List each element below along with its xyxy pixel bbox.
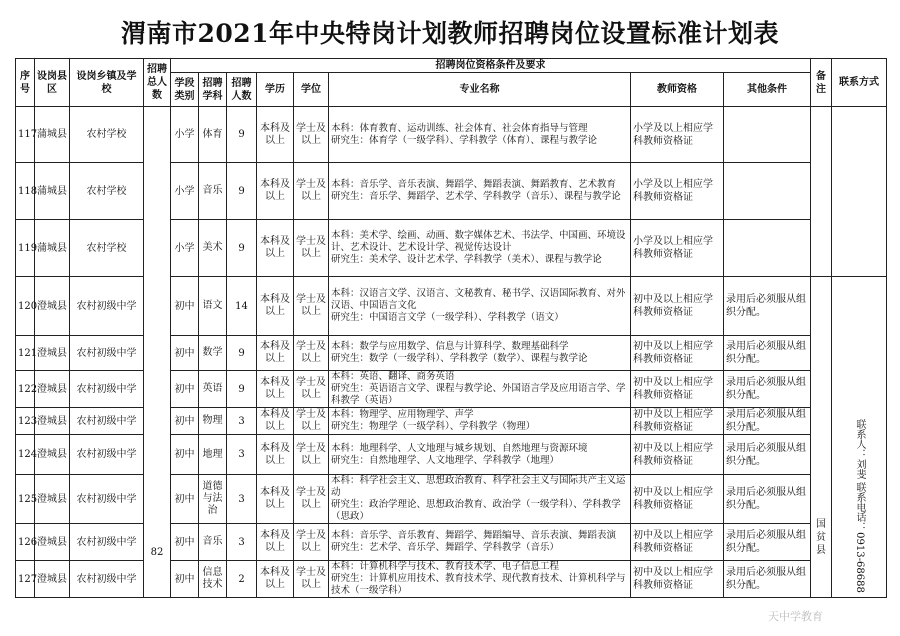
header-education: 学历 <box>257 73 294 107</box>
cell-major: 本科：体育教育、运动训练、社会体育、社会体育指导与管理 研究生：体育学（一级学科）、学科教学（体育）、课程与教学论 <box>329 107 631 163</box>
header-major: 专业名称 <box>329 73 631 107</box>
cell-county: 澄城县 <box>35 524 70 561</box>
cell-school: 农村学校 <box>70 163 144 220</box>
cell-school: 农村初级中学 <box>70 435 144 475</box>
cell-stage: 初中 <box>171 561 199 598</box>
cell-contact: 联系人：刘斐 联系电话：0913-68688 <box>854 419 865 593</box>
header-conditions: 招聘岗位资格条件及要求 <box>171 59 811 73</box>
cell-degree: 学士及以上 <box>294 475 329 524</box>
cell-subject: 音乐 <box>199 524 227 561</box>
cell-education: 本科及以上 <box>257 107 294 163</box>
cell-county: 澄城县 <box>35 371 70 408</box>
cell-other: 录用后必须服从组织分配。 <box>724 561 811 598</box>
cell-major: 本科：英语、翻译、商务英语 研究生：英语语言文学、课程与教学论、外国语言学及应用语言学、学科教学（英语） <box>329 371 631 408</box>
cell-count: 9 <box>227 163 257 220</box>
cell-count: 9 <box>227 107 257 163</box>
cell-subject: 地理 <box>199 435 227 475</box>
cell-education: 本科及以上 <box>257 371 294 408</box>
cell-other: 录用后必须服从组织分配。 <box>724 435 811 475</box>
cell-major: 本科：汉语言文学、汉语言、文秘教育、秘书学、汉语国际教育、对外汉语、中国语言文化 研究生：中国语言文学（一级学科）、学科教学（语文） <box>329 277 631 336</box>
cell-education: 本科及以上 <box>257 336 294 371</box>
cell-degree: 学士及以上 <box>294 408 329 435</box>
cell-degree: 学士及以上 <box>294 561 329 598</box>
cell-qualification: 小学及以上相应学科教师资格证 <box>631 163 724 220</box>
cell-stage: 小学 <box>171 107 199 163</box>
cell-qualification: 初中及以上相应学科教师资格证 <box>631 408 724 435</box>
cell-stage: 初中 <box>171 371 199 408</box>
cell-count: 3 <box>227 524 257 561</box>
cell-subject: 英语 <box>199 371 227 408</box>
cell-degree: 学士及以上 <box>294 220 329 277</box>
cell-major: 本科：音乐学、音乐教育、舞蹈学、舞蹈编导、音乐表演、舞蹈表演 研究生：艺术学、音乐学、舞蹈学、学科教学（音乐） <box>329 524 631 561</box>
cell-qualification: 小学及以上相应学科教师资格证 <box>631 220 724 277</box>
cell-subject: 语文 <box>199 277 227 336</box>
cell-remark-empty <box>811 107 832 277</box>
header-degree: 学位 <box>294 73 329 107</box>
cell-subject: 道德与法治 <box>199 475 227 524</box>
cell-county: 澄城县 <box>35 277 70 336</box>
cell-group-total: 82 <box>144 107 171 598</box>
page-title: 渭南市2021年中央特岗计划教师招聘岗位设置标准计划表 <box>120 19 780 48</box>
cell-county: 澄城县 <box>35 408 70 435</box>
cell-count: 2 <box>227 561 257 598</box>
cell-school: 农村初级中学 <box>70 371 144 408</box>
cell-qualification: 初中及以上相应学科教师资格证 <box>631 435 724 475</box>
header-contact: 联系方式 <box>832 59 887 107</box>
cell-education: 本科及以上 <box>257 524 294 561</box>
cell-county: 蒲城县 <box>35 163 70 220</box>
cell-stage: 初中 <box>171 277 199 336</box>
cell-seq: 121 <box>16 336 35 371</box>
cell-degree: 学士及以上 <box>294 524 329 561</box>
cell-remark: 国贫县 <box>811 277 832 598</box>
cell-qualification: 小学及以上相应学科教师资格证 <box>631 107 724 163</box>
cell-county: 澄城县 <box>35 475 70 524</box>
cell-other: 录用后必须服从组织分配。 <box>724 524 811 561</box>
cell-subject: 体育 <box>199 107 227 163</box>
cell-count: 3 <box>227 475 257 524</box>
cell-stage: 初中 <box>171 435 199 475</box>
cell-major: 本科：科学社会主义、思想政治教育、科学社会主义与国际共产主义运动 研究生：政治学理论、思想政治教育、政治学（一级学科）、学科教学（思政） <box>329 475 631 524</box>
cell-seq: 126 <box>16 524 35 561</box>
cell-contact-empty <box>832 107 887 277</box>
cell-other: 录用后必须服从组织分配。 <box>724 475 811 524</box>
header-town-school: 设岗乡镇及学校 <box>70 59 144 107</box>
cell-count: 9 <box>227 336 257 371</box>
cell-count: 9 <box>227 220 257 277</box>
cell-other <box>724 220 811 277</box>
cell-school: 农村学校 <box>70 107 144 163</box>
header-seq: 序号 <box>16 59 35 107</box>
cell-county: 澄城县 <box>35 435 70 475</box>
cell-major: 本科：美术学、绘画、动画、数字媒体艺术、书法学、中国画、环境设计、艺术设计、艺术设计学、视觉传达设计 研究生：美术学、设计艺术学、学科教学（美术）、课程与教学论 <box>329 220 631 277</box>
cell-qualification: 初中及以上相应学科教师资格证 <box>631 336 724 371</box>
cell-county: 澄城县 <box>35 561 70 598</box>
cell-qualification: 初中及以上相应学科教师资格证 <box>631 561 724 598</box>
header-count: 招聘人数 <box>227 73 257 107</box>
table-body <box>16 107 887 598</box>
cell-degree: 学士及以上 <box>294 277 329 336</box>
cell-seq: 120 <box>16 277 35 336</box>
cell-qualification: 初中及以上相应学科教师资格证 <box>631 524 724 561</box>
cell-seq: 123 <box>16 408 35 435</box>
cell-education: 本科及以上 <box>257 435 294 475</box>
cell-seq: 122 <box>16 371 35 408</box>
cell-county: 蒲城县 <box>35 220 70 277</box>
cell-stage: 初中 <box>171 408 199 435</box>
cell-count: 3 <box>227 408 257 435</box>
cell-education: 本科及以上 <box>257 408 294 435</box>
table-row <box>16 107 887 163</box>
cell-degree: 学士及以上 <box>294 336 329 371</box>
header-subject: 招聘学科 <box>199 73 227 107</box>
cell-education: 本科及以上 <box>257 220 294 277</box>
cell-education: 本科及以上 <box>257 475 294 524</box>
cell-major: 本科：数学与应用数学、信息与计算科学、数理基础科学 研究生：数学（一级学科）、学科教学（数学）、课程与教学论 <box>329 336 631 371</box>
cell-count: 14 <box>227 277 257 336</box>
cell-contact-wrap <box>832 277 887 598</box>
cell-school: 农村学校 <box>70 220 144 277</box>
cell-stage: 初中 <box>171 475 199 524</box>
cell-major: 本科：音乐学、音乐表演、舞蹈学、舞蹈表演、舞蹈教育、艺术教育 研究生：音乐学、舞蹈学、艺术学、学科教学（音乐）、课程与教学论 <box>329 163 631 220</box>
cell-seq: 127 <box>16 561 35 598</box>
cell-education: 本科及以上 <box>257 561 294 598</box>
cell-seq: 124 <box>16 435 35 475</box>
cell-other: 录用后必须服从组织分配。 <box>724 408 811 435</box>
cell-other <box>724 107 811 163</box>
cell-education: 本科及以上 <box>257 277 294 336</box>
cell-county: 蒲城县 <box>35 107 70 163</box>
cell-count: 3 <box>227 435 257 475</box>
cell-qualification: 初中及以上相应学科教师资格证 <box>631 371 724 408</box>
cell-school: 农村初级中学 <box>70 524 144 561</box>
cell-stage: 初中 <box>171 336 199 371</box>
cell-degree: 学士及以上 <box>294 435 329 475</box>
cell-seq: 117 <box>16 107 35 163</box>
cell-other: 录用后必须服从组织分配。 <box>724 371 811 408</box>
header-other: 其他条件 <box>724 73 811 107</box>
cell-subject: 数学 <box>199 336 227 371</box>
cell-subject: 物理 <box>199 408 227 435</box>
header-remark: 备注 <box>811 59 832 107</box>
cell-school: 农村初级中学 <box>70 408 144 435</box>
cell-seq: 119 <box>16 220 35 277</box>
header-total: 招聘总人数 <box>144 59 171 107</box>
cell-seq: 118 <box>16 163 35 220</box>
recruitment-table <box>15 58 887 598</box>
cell-other: 录用后必须服从组织分配。 <box>724 336 811 371</box>
watermark: 天中学教育 <box>768 610 823 623</box>
cell-subject: 美术 <box>199 220 227 277</box>
cell-county: 澄城县 <box>35 336 70 371</box>
cell-degree: 学士及以上 <box>294 163 329 220</box>
cell-school: 农村初级中学 <box>70 336 144 371</box>
cell-stage: 初中 <box>171 524 199 561</box>
header-qualification: 教师资格 <box>631 73 724 107</box>
cell-subject: 信息技术 <box>199 561 227 598</box>
cell-education: 本科及以上 <box>257 163 294 220</box>
cell-major: 本科：地理科学、人文地理与城乡规划、自然地理与资源环境 研究生：自然地理学、人文地理学、学科教学（地理） <box>329 435 631 475</box>
header-county: 设岗县区 <box>35 59 70 107</box>
cell-stage: 小学 <box>171 220 199 277</box>
cell-degree: 学士及以上 <box>294 107 329 163</box>
cell-other <box>724 163 811 220</box>
cell-seq: 125 <box>16 475 35 524</box>
header-stage: 学段类别 <box>171 73 199 107</box>
cell-degree: 学士及以上 <box>294 371 329 408</box>
cell-school: 农村初级中学 <box>70 475 144 524</box>
cell-major: 本科：物理学、应用物理学、声学 研究生：物理学（一级学科）、学科教学（物理） <box>329 408 631 435</box>
cell-subject: 音乐 <box>199 163 227 220</box>
cell-school: 农村初级中学 <box>70 277 144 336</box>
cell-major: 本科：计算机科学与技术、教育技术学、电子信息工程 研究生：计算机应用技术、教育技术学、现代教育技术、计算机科学与技术（一级学科） <box>329 561 631 598</box>
cell-other: 录用后必须服从组织分配。 <box>724 277 811 336</box>
cell-count: 9 <box>227 371 257 408</box>
cell-qualification: 初中及以上相应学科教师资格证 <box>631 277 724 336</box>
cell-qualification: 初中及以上相应学科教师资格证 <box>631 475 724 524</box>
cell-stage: 小学 <box>171 163 199 220</box>
cell-school: 农村初级中学 <box>70 561 144 598</box>
